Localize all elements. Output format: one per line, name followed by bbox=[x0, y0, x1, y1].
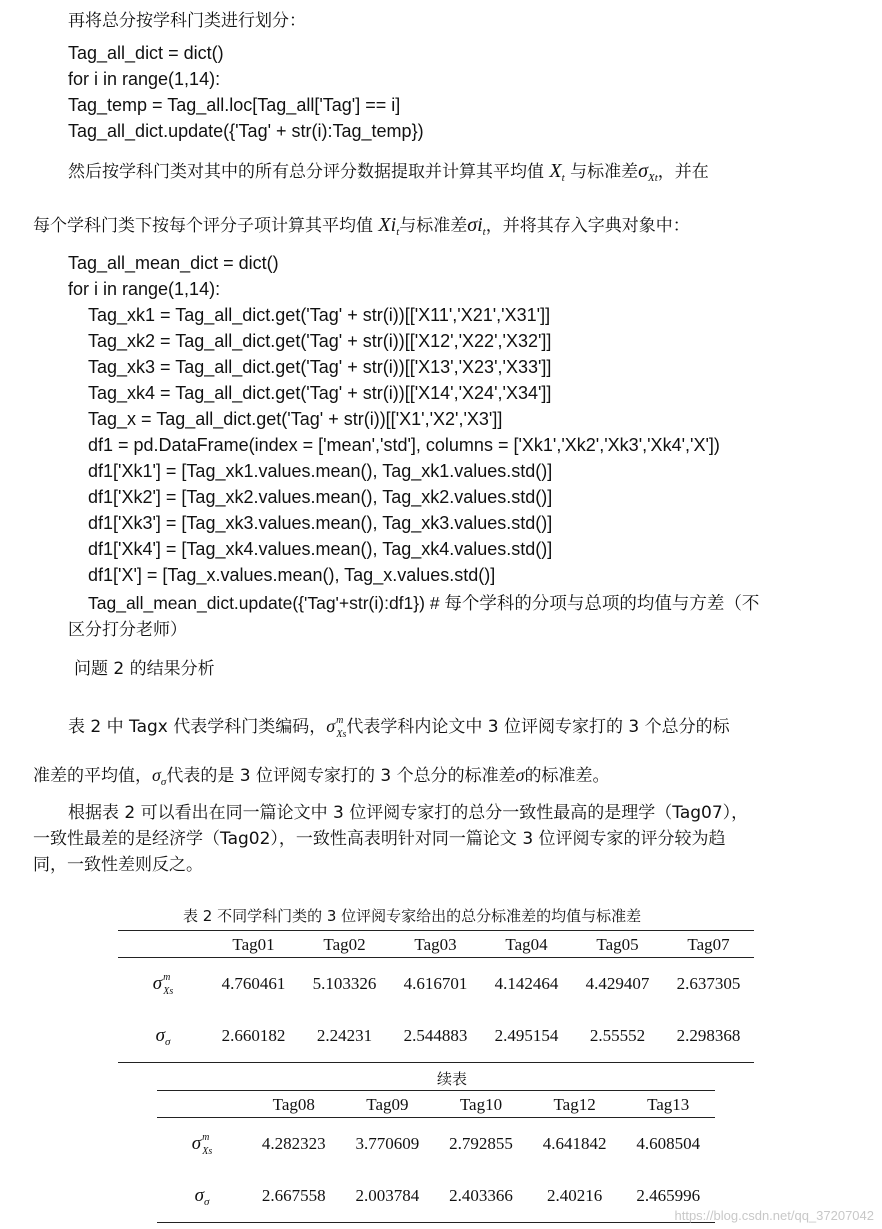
table-row bbox=[157, 1170, 715, 1222]
code-line: df1['Xk1'] = [Tag_xk1.values.mean(), Tag_xk1.values.std()] bbox=[88, 461, 553, 481]
table-cell: 3.770609 bbox=[355, 1134, 420, 1153]
table-cell: 2.24231 bbox=[316, 1026, 373, 1045]
table2-header-rule bbox=[157, 1117, 715, 1118]
table1-header-cell: Tag05 bbox=[596, 934, 639, 954]
table1-header-cell: Tag03 bbox=[414, 934, 457, 954]
table-cell: 2.298368 bbox=[676, 1026, 741, 1045]
code-line: for i in range(1,14): bbox=[68, 279, 221, 299]
code-line: Tag_all_mean_dict.update({'Tag'+str(i):df1}) # 每个学科的分项与总项的均值与方差（不 bbox=[88, 593, 760, 613]
table-cell: 2.660182 bbox=[221, 1026, 286, 1045]
table1-header-cell: Tag01 bbox=[232, 934, 275, 954]
table-cell: 2.403366 bbox=[449, 1186, 513, 1205]
code-line: df1['Xk2'] = [Tag_xk2.values.mean(), Tag_xk2.values.std()] bbox=[88, 487, 553, 507]
paragraph-conclusion-line: 根据表 2 可以看出在同一篇论文中 3 位评阅专家打的总分一致性最高的是理学（Tag07）， bbox=[68, 803, 749, 823]
code-line: Tag_xk1 = Tag_all_dict.get('Tag' + str(i))[['X11','X21','X31']] bbox=[88, 305, 551, 325]
code-line: df1['X'] = [Tag_x.values.mean(), Tag_x.values.std()] bbox=[88, 565, 496, 585]
table2-header-row bbox=[157, 1091, 715, 1118]
table-cell: 4.608504 bbox=[636, 1134, 701, 1153]
section-heading: 问题 2 的结果分析 bbox=[74, 659, 215, 679]
table1-bottom-rule bbox=[118, 1062, 754, 1063]
row-label-sigma-sigma: $\sigma_\sigma$ bbox=[155, 1024, 171, 1048]
paragraph-conclusion-line: 一致性最差的是经济学（Tag02），一致性高表明针对同一篇论文 3 位评阅专家的评分较为趋 bbox=[33, 829, 726, 849]
table-cell: 4.616701 bbox=[403, 974, 468, 993]
table2-caption: 续表 bbox=[437, 1070, 468, 1088]
paragraph-conclusion-line: 同，一致性差则反之。 bbox=[33, 855, 203, 875]
table-cell: 2.792855 bbox=[449, 1134, 513, 1153]
table2-header-cell: Tag13 bbox=[647, 1094, 690, 1114]
table-cell: 4.282323 bbox=[261, 1134, 326, 1153]
paragraph-table-desc-line2: 准差的平均值，$\sigma_\sigma$代表的是 3 位评阅专家打的 3 个总分的标准差σ的标准差。 bbox=[33, 765, 610, 788]
code-line: Tag_x = Tag_all_dict.get('Tag' + str(i))[['X1','X2','X3']] bbox=[88, 409, 503, 429]
table1-header-cell: Tag02 bbox=[323, 934, 366, 954]
table2-header-cell: Tag09 bbox=[366, 1094, 409, 1114]
table-cell: 2.465996 bbox=[636, 1186, 701, 1205]
row-label-sigma-mean: $\sigma^m_{Xs}$ bbox=[152, 971, 174, 997]
table-cell: 5.103326 bbox=[312, 974, 377, 993]
row-label-sigma-sigma: $\sigma_\sigma$ bbox=[194, 1184, 210, 1208]
code-line: df1['Xk3'] = [Tag_xk3.values.mean(), Tag_xk3.values.std()] bbox=[88, 513, 553, 533]
paragraph-mean-line1: 然后按学科门类对其中的所有总分评分数据提取并计算其平均值 $X_t$ 与标准差$\sigma_{Xt}$，并在 bbox=[68, 160, 709, 184]
code-line: Tag_xk3 = Tag_all_dict.get('Tag' + str(i))[['X13','X23','X33']] bbox=[88, 357, 552, 377]
code-line: Tag_all_dict = dict() bbox=[68, 43, 224, 63]
table-cell: 4.429407 bbox=[585, 974, 650, 993]
code-line: df1 = pd.DataFrame(index = ['mean','std'], columns = ['Xk1','Xk2','Xk3','Xk4','X']) bbox=[88, 435, 720, 455]
code-line-wrap: 区分打分老师） bbox=[68, 620, 187, 640]
code-line: Tag_xk4 = Tag_all_dict.get('Tag' + str(i))[['X14','X24','X34']] bbox=[88, 383, 552, 403]
code-line: Tag_all_mean_dict = dict() bbox=[68, 253, 279, 273]
table-row bbox=[118, 958, 754, 1010]
table-row bbox=[118, 1010, 754, 1062]
table-cell: 2.544883 bbox=[403, 1026, 468, 1045]
table-cell: 2.003784 bbox=[355, 1186, 420, 1205]
table1-header-cell: Tag07 bbox=[687, 934, 730, 954]
code-line: for i in range(1,14): bbox=[68, 69, 221, 89]
table-cell: 2.637305 bbox=[676, 974, 741, 993]
table-cell: 2.40216 bbox=[546, 1186, 603, 1205]
table-row bbox=[157, 1118, 715, 1170]
table-cell: 4.760461 bbox=[221, 974, 286, 993]
table-cell: 2.55552 bbox=[589, 1026, 646, 1045]
row-label-sigma-mean: $\sigma^m_{Xs}$ bbox=[191, 1131, 213, 1157]
code-line: Tag_all_dict.update({'Tag' + str(i):Tag_temp}) bbox=[68, 121, 424, 141]
table-cell: 2.495154 bbox=[494, 1026, 559, 1045]
table1 bbox=[118, 931, 754, 1062]
table1-header-row bbox=[118, 931, 754, 958]
paragraph-mean-line2: 每个学科门类下按每个评分子项计算其平均值 $Xi_t$与标准差$\sigma i_t$，并将其存入字典对象中： bbox=[33, 214, 690, 238]
table2-header-cell: Tag12 bbox=[553, 1094, 596, 1114]
table1-header-cell: Tag04 bbox=[505, 934, 548, 954]
table-cell: 4.641842 bbox=[542, 1134, 607, 1153]
table1-caption: 表 2 不同学科门类的 3 位评阅专家给出的总分标准差的均值与标准差 bbox=[183, 907, 642, 925]
paragraph-table-desc-line1: 表 2 中 Tagx 代表学科门类编码，$\sigma^m_{Xs}$代表学科内论文中 3 位评阅专家打的 3 个总分的标 bbox=[68, 715, 730, 740]
table2-header-cell: Tag08 bbox=[272, 1094, 315, 1114]
table2-bottom-rule bbox=[157, 1222, 715, 1223]
intro-line: 再将总分按学科门类进行划分： bbox=[68, 11, 306, 31]
table1-header-rule bbox=[118, 957, 754, 958]
table1-corner bbox=[118, 931, 208, 958]
table2 bbox=[157, 1091, 715, 1222]
code-line: Tag_xk2 = Tag_all_dict.get('Tag' + str(i))[['X12','X22','X32']] bbox=[88, 331, 552, 351]
table-cell: 4.142464 bbox=[494, 974, 559, 993]
watermark: https://blog.csdn.net/qq_37207042 bbox=[674, 1208, 874, 1223]
table2-header-cell: Tag10 bbox=[459, 1094, 503, 1114]
code-line: Tag_temp = Tag_all.loc[Tag_all['Tag'] == i] bbox=[68, 95, 401, 115]
table2-corner bbox=[157, 1091, 247, 1118]
code-line: df1['Xk4'] = [Tag_xk4.values.mean(), Tag_xk4.values.std()] bbox=[88, 539, 553, 559]
table-cell: 2.667558 bbox=[261, 1186, 326, 1205]
